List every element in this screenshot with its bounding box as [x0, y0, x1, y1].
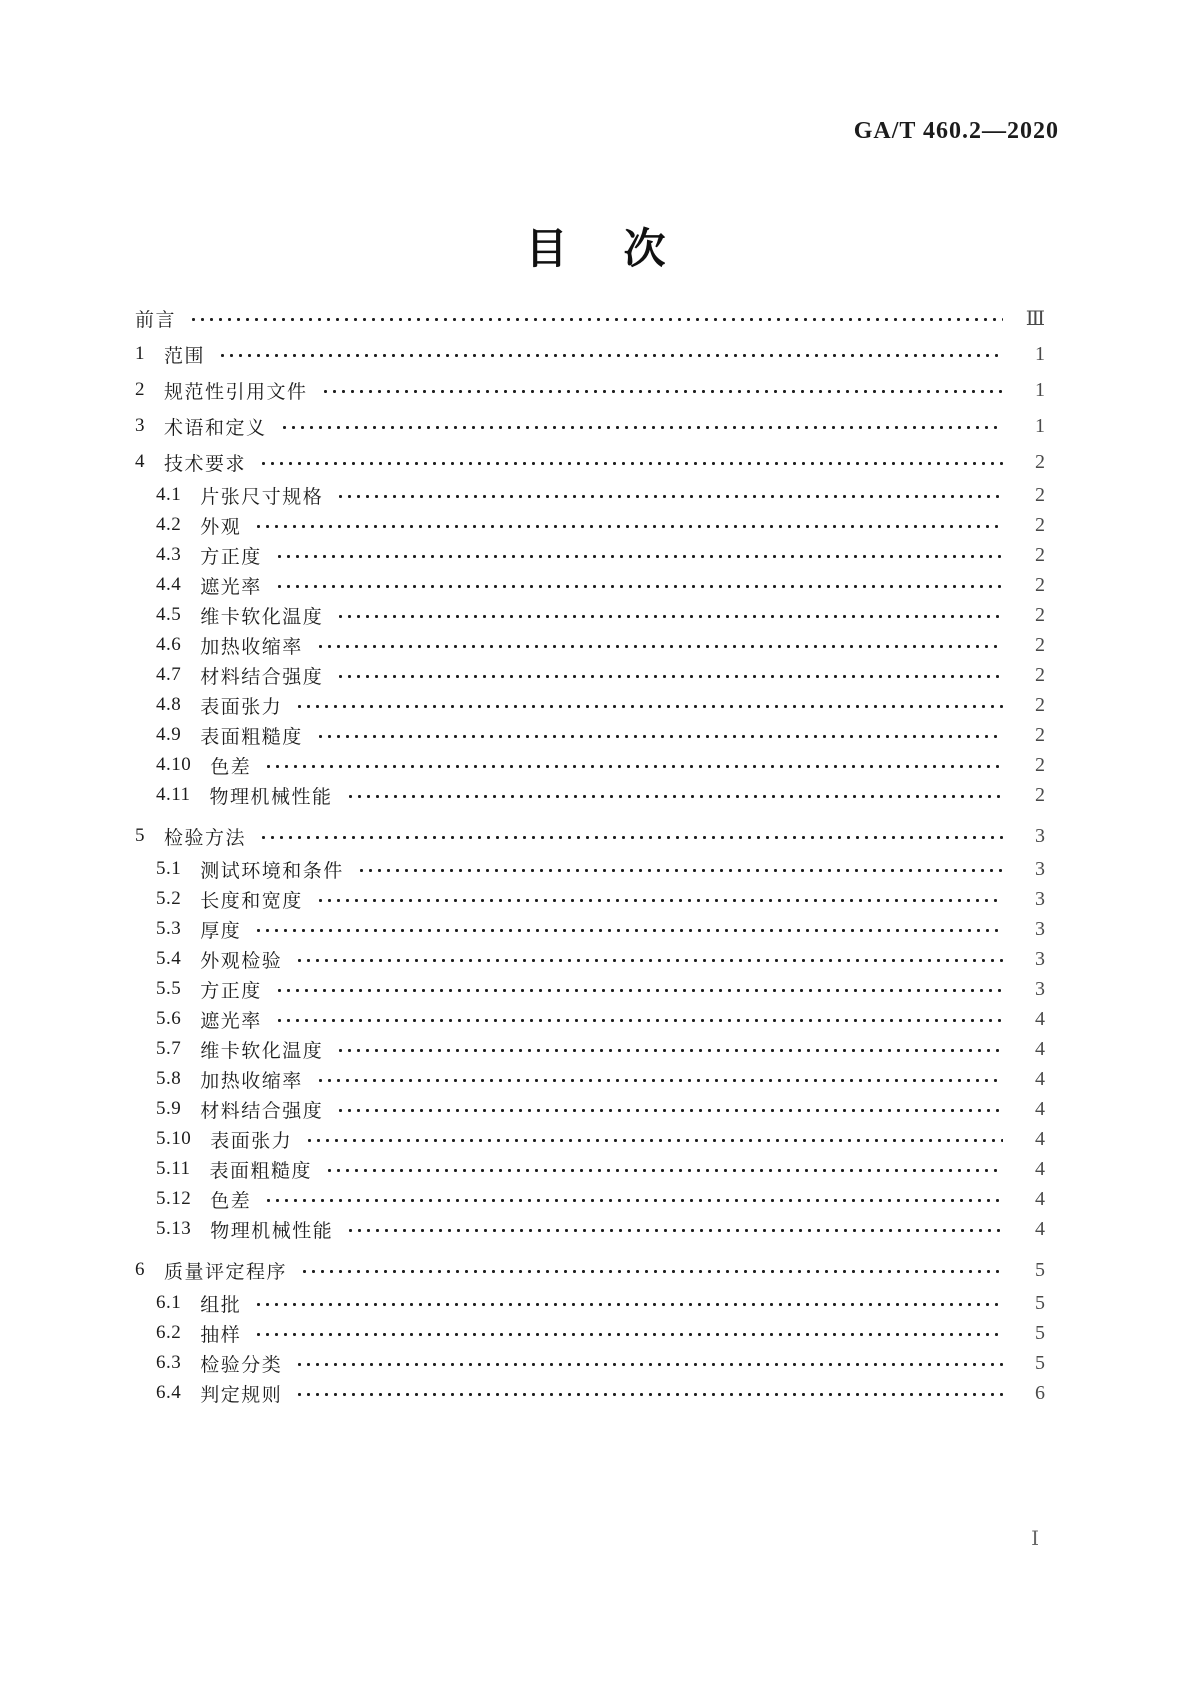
toc-entry — [135, 510, 1045, 540]
toc-entry — [135, 570, 1045, 600]
dot-leader — [336, 1048, 1003, 1053]
toc-entry-number: 4 — [135, 451, 145, 472]
toc-entry-label: 加热收缩率 — [200, 636, 303, 658]
dot-leader — [275, 1018, 1003, 1023]
dot-leader — [264, 764, 1003, 769]
toc-entry — [135, 336, 1045, 372]
toc-entry — [135, 660, 1045, 690]
toc-entry — [135, 1154, 1045, 1184]
toc-entry-number: 5.2 — [156, 888, 182, 909]
dot-leader — [259, 461, 1003, 466]
dot-leader — [264, 1198, 1003, 1203]
toc-entry — [135, 444, 1045, 480]
toc-entry-page: 2 — [1035, 543, 1045, 566]
toc-entry-label: 厚度 — [200, 920, 242, 942]
dot-leader — [254, 928, 1003, 933]
toc-entry-page: 5 — [1035, 1351, 1045, 1374]
toc-entry-number: 5.3 — [156, 918, 182, 939]
toc-entry-label: 质量评定程序 — [164, 1261, 288, 1283]
page-title-char-1: 目 — [525, 225, 568, 272]
toc-entry-page: 5 — [1035, 1291, 1045, 1314]
toc-entry-number: 6.2 — [156, 1322, 182, 1343]
toc-entry-label: 组批 — [200, 1294, 242, 1316]
toc-entry-label: 色差 — [210, 756, 252, 778]
toc-entry-page: 3 — [1035, 947, 1045, 970]
table-of-contents — [135, 300, 1045, 1408]
toc-entry-page: 4 — [1035, 1127, 1045, 1150]
toc-entry-page: 2 — [1035, 573, 1045, 596]
toc-entry — [135, 1214, 1045, 1244]
toc-entry-label: 物理机械性能 — [209, 786, 333, 808]
toc-entry-page: 4 — [1035, 1097, 1045, 1120]
toc-entry-page: 3 — [1035, 977, 1045, 1000]
toc-entry-page: 4 — [1035, 1067, 1045, 1090]
toc-entry-page: 2 — [1035, 693, 1045, 716]
toc-entry-number: 1 — [135, 343, 145, 364]
toc-entry — [135, 944, 1045, 974]
toc-entry-number: 4.2 — [156, 514, 182, 535]
toc-entry-number: 5.9 — [156, 1098, 182, 1119]
toc-entry-number: 5.10 — [156, 1128, 192, 1149]
toc-entry — [135, 1378, 1045, 1408]
toc-entry-label: 表面张力 — [210, 1130, 293, 1152]
toc-entry-number: 5 — [135, 825, 145, 846]
toc-entry-number: 5.6 — [156, 1008, 182, 1029]
toc-entry-label: 维卡软化温度 — [200, 606, 324, 628]
dot-leader — [275, 988, 1003, 993]
dot-leader — [316, 644, 1003, 649]
toc-entry-number: 4.3 — [156, 544, 182, 565]
toc-entry-page: 2 — [1035, 450, 1045, 473]
toc-entry — [135, 914, 1045, 944]
toc-entry-number: 4.7 — [156, 664, 182, 685]
toc-entry-label: 技术要求 — [164, 453, 247, 475]
dot-leader — [189, 317, 1003, 322]
toc-entry-page: 3 — [1035, 824, 1045, 847]
toc-entry-number: 2 — [135, 379, 145, 400]
toc-entry-page: 2 — [1035, 483, 1045, 506]
toc-entry — [135, 540, 1045, 570]
toc-entry — [135, 1348, 1045, 1378]
toc-entry — [135, 974, 1045, 1004]
toc-entry-label: 色差 — [210, 1190, 252, 1212]
toc-entry-page: 2 — [1035, 723, 1045, 746]
toc-entry — [135, 818, 1045, 854]
toc-entry-number: 4.9 — [156, 724, 182, 745]
dot-leader — [275, 554, 1003, 559]
toc-entry-number: 4.1 — [156, 484, 182, 505]
toc-entry-label: 表面粗糙度 — [200, 726, 303, 748]
toc-entry — [135, 1034, 1045, 1064]
toc-entry — [135, 630, 1045, 660]
toc-entry-page: Ⅲ — [1025, 307, 1045, 330]
toc-entry-number: 3 — [135, 415, 145, 436]
toc-entry — [135, 1124, 1045, 1154]
toc-entry-label: 表面张力 — [200, 696, 283, 718]
toc-entry-number: 4.4 — [156, 574, 182, 595]
toc-entry-page: 2 — [1035, 603, 1045, 626]
toc-entry-label: 抽样 — [200, 1324, 242, 1346]
toc-entry-number: 5.11 — [156, 1158, 191, 1179]
toc-entry-label: 术语和定义 — [164, 417, 267, 439]
toc-entry-number: 5.5 — [156, 978, 182, 999]
toc-entry-number: 4.6 — [156, 634, 182, 655]
toc-entry — [135, 854, 1045, 884]
dot-leader — [336, 494, 1003, 499]
toc-entry-page: 2 — [1035, 513, 1045, 536]
toc-entry-page: 2 — [1035, 633, 1045, 656]
toc-entry — [135, 1004, 1045, 1034]
dot-leader — [305, 1138, 1003, 1143]
toc-entry-page: 4 — [1035, 1187, 1045, 1210]
toc-entry-label: 方正度 — [200, 546, 262, 568]
toc-entry-number: 5.8 — [156, 1068, 182, 1089]
dot-leader — [346, 794, 1003, 799]
dot-leader — [300, 1269, 1003, 1274]
toc-entry-number: 6.1 — [156, 1292, 182, 1313]
toc-entry-page: 1 — [1035, 378, 1045, 401]
toc-entry-page: 3 — [1035, 887, 1045, 910]
toc-entry — [135, 1288, 1045, 1318]
dot-leader — [316, 1078, 1003, 1083]
toc-entry-label: 物理机械性能 — [210, 1220, 334, 1242]
toc-entry-page: 4 — [1035, 1217, 1045, 1240]
dot-leader — [275, 584, 1003, 589]
toc-entry-page: 6 — [1035, 1381, 1045, 1404]
toc-entry-label: 材料结合强度 — [200, 1100, 324, 1122]
toc-entry-label: 检验方法 — [164, 827, 247, 849]
toc-entry-page: 2 — [1035, 783, 1045, 806]
toc-entry — [135, 372, 1045, 408]
dot-leader — [218, 353, 1003, 358]
dot-leader — [325, 1168, 1003, 1173]
page-title — [0, 216, 1191, 276]
toc-entry-page: 5 — [1035, 1258, 1045, 1281]
toc-entry-label: 前言 — [135, 309, 177, 331]
toc-entry-label: 测试环境和条件 — [200, 860, 344, 882]
toc-entry-page: 5 — [1035, 1321, 1045, 1344]
toc-entry — [135, 884, 1045, 914]
toc-entry-label: 长度和宽度 — [200, 890, 303, 912]
toc-entry-label: 材料结合强度 — [200, 666, 324, 688]
toc-entry-label: 外观 — [200, 516, 242, 538]
toc-entry — [135, 1094, 1045, 1124]
toc-entry — [135, 600, 1045, 630]
toc-entry-number: 6.4 — [156, 1382, 182, 1403]
toc-entry — [135, 1318, 1045, 1348]
toc-entry — [135, 408, 1045, 444]
page-footer-number: Ⅰ — [1031, 1528, 1039, 1550]
toc-entry-label: 规范性引用文件 — [164, 381, 308, 403]
dot-leader — [357, 868, 1003, 873]
dot-leader — [254, 524, 1003, 529]
toc-entry-page: 2 — [1035, 753, 1045, 776]
toc-entry-number: 5.7 — [156, 1038, 182, 1059]
toc-entry-label: 表面粗糙度 — [209, 1160, 313, 1182]
dot-leader — [336, 674, 1003, 679]
toc-entry-page: 4 — [1035, 1037, 1045, 1060]
toc-entry-number: 5.4 — [156, 948, 182, 969]
toc-entry-number: 4.8 — [156, 694, 182, 715]
toc-entry-label: 维卡软化温度 — [200, 1040, 324, 1062]
toc-entry-number: 6.3 — [156, 1352, 182, 1373]
toc-entry-label: 判定规则 — [200, 1384, 283, 1406]
toc-entry-label: 范围 — [164, 345, 206, 367]
toc-entry-label: 方正度 — [200, 980, 262, 1002]
dot-leader — [280, 425, 1003, 430]
toc-entry-page: 4 — [1035, 1007, 1045, 1030]
toc-entry-label: 加热收缩率 — [200, 1070, 303, 1092]
dot-leader — [336, 1108, 1003, 1113]
toc-entry — [135, 480, 1045, 510]
toc-entry — [135, 300, 1045, 336]
toc-entry-number: 6 — [135, 1259, 145, 1280]
toc-entry-page: 2 — [1035, 663, 1045, 686]
toc-entry — [135, 1064, 1045, 1094]
dot-leader — [346, 1228, 1003, 1233]
dot-leader — [295, 1362, 1003, 1367]
toc-entry-number: 5.12 — [156, 1188, 192, 1209]
toc-entry-page: 3 — [1035, 857, 1045, 880]
toc-entry-number: 4.5 — [156, 604, 182, 625]
toc-entry-label: 片张尺寸规格 — [200, 486, 324, 508]
toc-entry — [135, 720, 1045, 750]
toc-entry-label: 遮光率 — [200, 1010, 262, 1032]
standard-number: GA/T 460.2—2020 — [853, 118, 1059, 144]
page-title-char-2: 次 — [623, 225, 666, 272]
toc-entry-label: 外观检验 — [200, 950, 283, 972]
dot-leader — [295, 704, 1003, 709]
dot-leader — [254, 1332, 1003, 1337]
dot-leader — [259, 835, 1003, 840]
toc-entry-number: 5.13 — [156, 1218, 192, 1239]
toc-entry-page: 3 — [1035, 917, 1045, 940]
toc-entry-label: 检验分类 — [200, 1354, 283, 1376]
toc-entry — [135, 1252, 1045, 1288]
dot-leader — [336, 614, 1003, 619]
toc-entry-page: 1 — [1035, 414, 1045, 437]
toc-entry — [135, 750, 1045, 780]
dot-leader — [321, 389, 1003, 394]
toc-entry — [135, 690, 1045, 720]
dot-leader — [295, 1392, 1003, 1397]
toc-entry-page: 1 — [1035, 342, 1045, 365]
dot-leader — [295, 958, 1003, 963]
toc-entry-number: 4.10 — [156, 754, 192, 775]
toc-entry — [135, 780, 1045, 810]
toc-entry-label: 遮光率 — [200, 576, 262, 598]
dot-leader — [316, 898, 1003, 903]
toc-entry — [135, 1184, 1045, 1214]
dot-leader — [316, 734, 1003, 739]
toc-entry-number: 4.11 — [156, 784, 191, 805]
toc-entry-page: 4 — [1035, 1157, 1045, 1180]
dot-leader — [254, 1302, 1003, 1307]
toc-entry-number: 5.1 — [156, 858, 182, 879]
